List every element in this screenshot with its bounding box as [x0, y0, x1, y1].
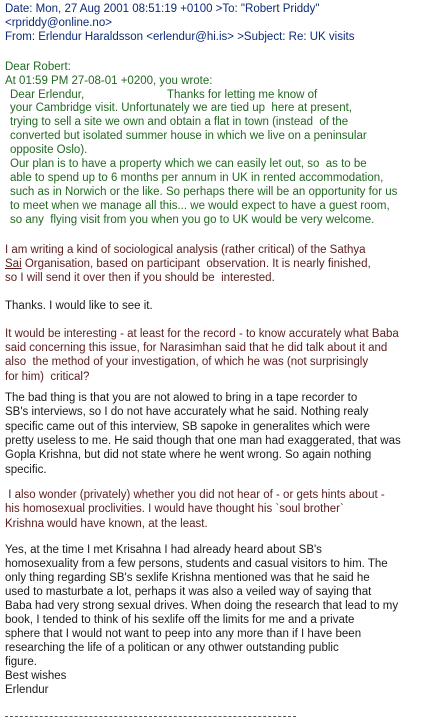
header-from-line: From: Erlendur Haraldsson <erlendur@hi.is> >Subject: Re: UK visits [5, 31, 355, 43]
wonder-line: Krishna would have known, at the least. [5, 517, 208, 530]
interest-line: It would be interesting - at least for the record - to know accurately what Baba [5, 328, 399, 340]
thanks-line: Thanks. I would like to see it. [5, 300, 153, 312]
final-line: only thing regarding SB's sexlife Krishna mentioned was that he said he [5, 572, 370, 584]
final-line: sphere that I would not want to peep into any more than if I have been [5, 628, 362, 640]
final-line: researching the life of a politican or any othwer outstanding public [5, 642, 339, 654]
tape-line: SB's interviews, so I do not have accurately what he said. Nothing realy [5, 406, 369, 419]
quoted-line: able to spend up to 6 months per annum in UK in rented accommodation, [10, 171, 384, 184]
header-to-email: <rpriddy@online.no> [5, 17, 112, 29]
final-line: book, I tended to think of his sexlife off the limits for me and a private [5, 614, 355, 626]
quoted-greeting: Dear Robert: [5, 61, 71, 73]
final-line: homosexuality from a few persons, students and casual visitors to him. The [5, 558, 388, 570]
tape-line: specific came out of this interview, SB sapoke in generalites which were [5, 420, 370, 433]
tape-line: Gopla Krishna, but did not state where he went wrong. So again nothing [5, 449, 372, 462]
quoted-line: your Cambridge visit. Unfortunately we are tied up here at present, [10, 102, 352, 115]
final-line: Yes, at the time I met Krisahna I had already heard about SB's [5, 544, 322, 556]
tape-line: specific. [5, 463, 47, 476]
analysis-line: so I will send it over then if you should be interested. [5, 272, 275, 285]
tape-line: pretty useless to me. He said though that one man had exaggerated, that was [5, 434, 401, 447]
signoff-closing: Best wishes [5, 670, 67, 682]
analysis-line: I am writing a kind of sociological analysis (rather critical) of the Sathya [5, 244, 366, 256]
final-line: Baba had very strong sexual drives. When doing the research that lead to my [5, 600, 399, 612]
interest-line: for him) critical? [5, 370, 90, 383]
quoted-line: converted but isolated summer house in which we live on a peninsular [10, 130, 367, 143]
final-line: figure. [5, 656, 37, 668]
header-date-line: Date: Mon, 27 Aug 2001 08:51:19 +0100 >To: "Robert Priddy" [5, 3, 320, 15]
quoted-attribution: At 01:59 PM 27-08-01 +0200, you wrote: [5, 75, 213, 87]
quoted-line: to meet when we manage all this... we would expect to have a guest room, [10, 199, 390, 212]
quoted-line: Our plan is to have a property which we can easily let out, so as to be [10, 158, 367, 170]
wonder-line: I also wonder (privately) whether you did not hear of - or gets hints about - [5, 489, 385, 501]
signoff-name: Erlendur [5, 684, 49, 696]
quoted-line: trying to sell a site we own and obtain a flat in town (instead of the [10, 116, 349, 129]
quoted-line: Dear Erlendur, Thanks for letting me know of [10, 88, 318, 101]
separator-line [5, 716, 296, 717]
quoted-line: such as in Norwich or the like. So perhaps there will be an opportunity for us [10, 185, 398, 198]
interest-line: also the method of your investigation, of which he was (not surprisingly [5, 356, 369, 369]
wonder-line: his homosexual proclivities. I would have thought his `soul brother` [5, 503, 344, 516]
quoted-line: so any flying visit from you when you go to UK would be very welcome. [10, 213, 375, 226]
quoted-line: opposite Oslo). [10, 144, 88, 157]
final-line: used to masturbate a lot, perhaps it was also a veiled way of saying that [5, 586, 372, 598]
tape-line: The bad thing is that you are not alowed to bring in a tape recorder to [5, 392, 358, 404]
interest-line: said concerning this issue, for Narasimhan said that he did talk about it and [5, 342, 388, 355]
analysis-line: Sai Organisation, based on participant observation. It is nearly finished, [5, 258, 371, 271]
